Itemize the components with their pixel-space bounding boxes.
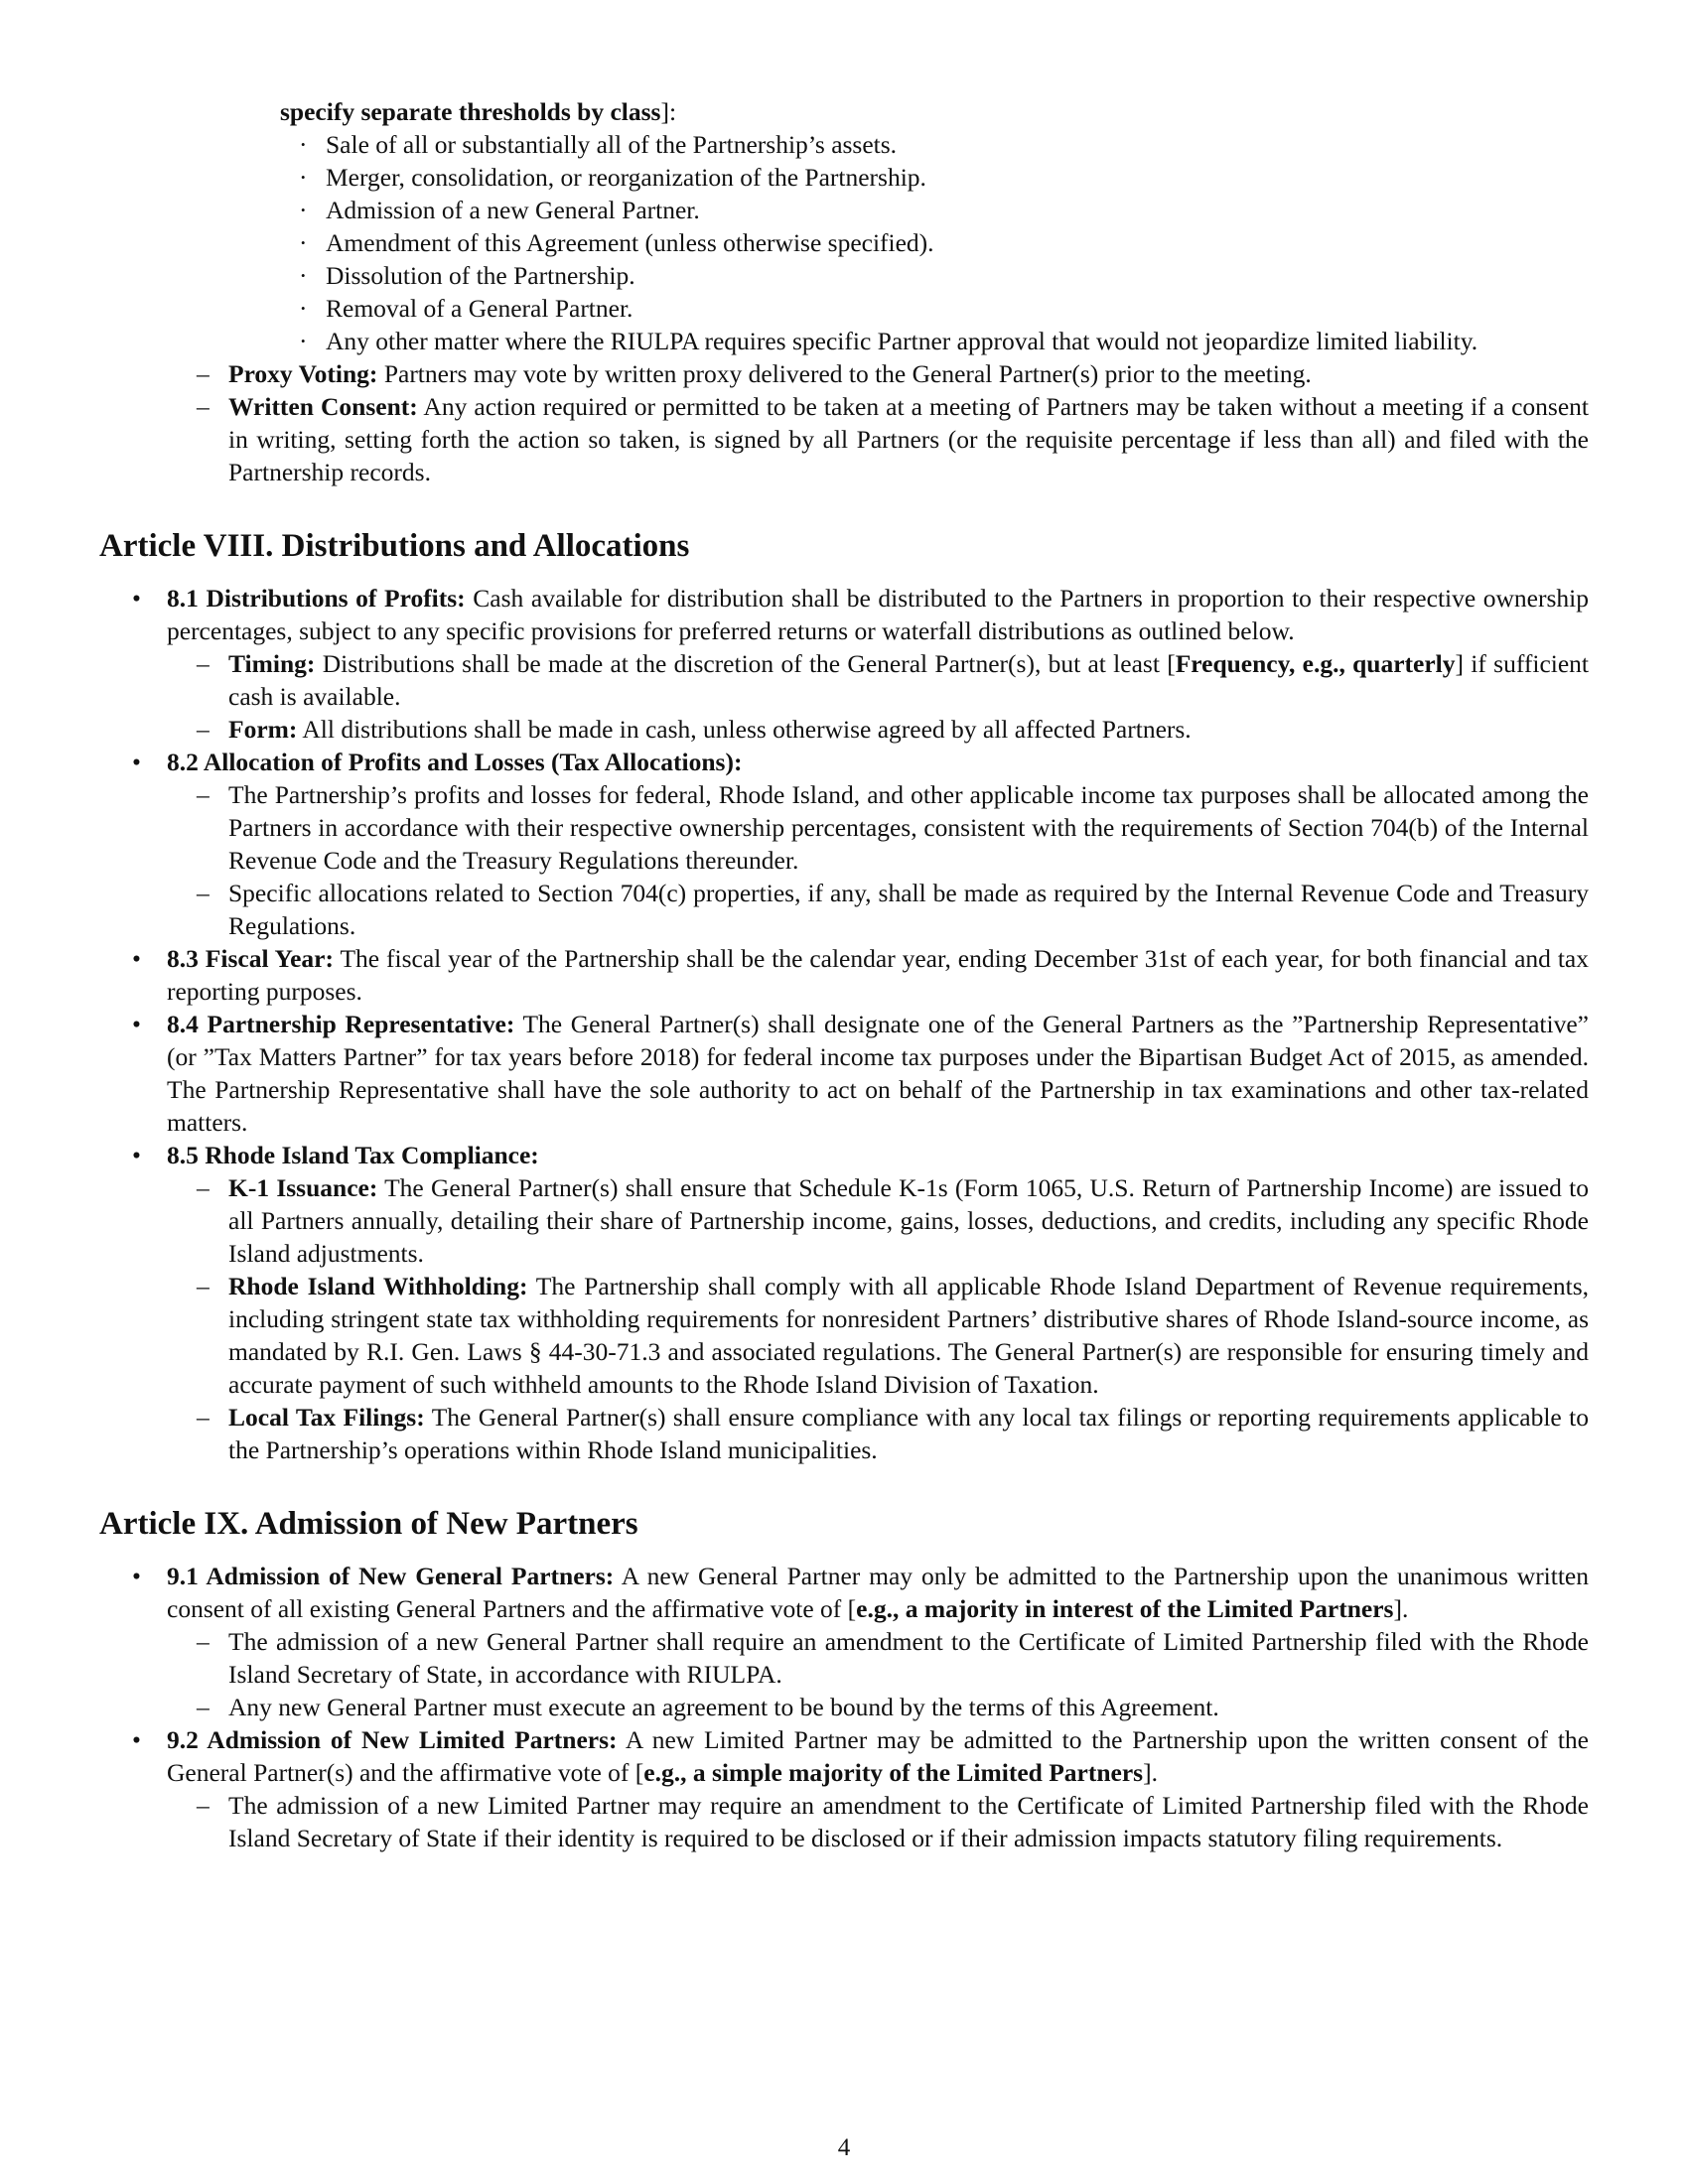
k1-issuance-item: – K-1 Issuance: The General Partner(s) shall ensure that Schedule K-1s (Form 1065, U.S. Return of Partnership Income) are issued to all Partners annually, detailing their share of Partnership income, gains, losses, deductions, and credits, including any specific Rhode Island adjustments. xyxy=(197,1173,1589,1268)
list-item: · Sale of all or substantially all of the Partnership’s assets. xyxy=(299,130,898,159)
list-item: – The Partnership’s profits and losses for federal, Rhode Island, and other applicable income tax purposes shall be allocated among the Partners in accordance with their respective ownership percentages, consistent with the requirements of Section 704(b) of the Internal Revenue Code and the Treasury Regulations thereunder. xyxy=(197,780,1589,875)
list-item: – The admission of a new Limited Partner may require an amendment to the Certificate of Limited Partnership filed with the Rhode Island Secretary of State if their identity is required to be disclosed or if their admission impacts statutory filing requirements. xyxy=(197,1791,1589,1852)
section-8-1: • 8.1 Distributions of Profits: Cash available for distribution shall be distributed to the Partners in proportion to their respective ownership percentages, subject to any specific provisions for preferred returns or waterfall distributions as outlined below. xyxy=(132,584,1590,645)
section-8-2: • 8.2 Allocation of Profits and Losses (Tax Allocations): xyxy=(132,748,743,776)
section-8-3: • 8.3 Fiscal Year: The fiscal year of the Partnership shall be the calendar year, ending December 31st of each year, for both financial and tax reporting purposes. xyxy=(132,944,1589,1006)
document-page xyxy=(99,95,1589,1854)
section-9-2: • 9.2 Admission of New Limited Partners: A new Limited Partner may be admitted to the Partnership upon the written consent of the General Partner(s) and the affirmative vote of [e.g., a simple majority of the Limited Partners]. xyxy=(132,1725,1589,1787)
majority-list xyxy=(99,128,1589,357)
page-number: 4 xyxy=(837,2134,851,2161)
list-item: · Amendment of this Agreement (unless otherwise specified). xyxy=(299,228,934,257)
article-8-heading: Article VIII. Distributions and Allocations xyxy=(99,528,690,564)
lead-bold: specify separate thresholds by class xyxy=(280,97,661,126)
list-item: – Specific allocations related to Section 704(c) properties, if any, shall be made as required by the Internal Revenue Code and Treasury Regulations. xyxy=(197,879,1589,940)
timing-item: – Timing: Distributions shall be made at the discretion of the General Partner(s), but at least [Frequency, e.g., quarterly] if sufficient cash is available. xyxy=(197,649,1589,711)
section-8-4: • 8.4 Partnership Representative: The General Partner(s) shall designate one of the General Partners as the ”Partnership Representative” (or ”Tax Matters Partner” for tax years before 2018) for federal income tax purposes under the Bipartisan Budget Act of 2015, as amended. The Partnership Representative shall have the sole authority to act on behalf of the Partnership in tax examinations and other tax-related matters. xyxy=(132,1010,1589,1137)
article-9-heading: Article IX. Admission of New Partners xyxy=(99,1506,638,1542)
local-tax-item: – Local Tax Filings: The General Partner(s) shall ensure compliance with any local tax filings or reporting requirements applicable to the Partnership’s operations within Rhode Island municipalities. xyxy=(197,1403,1590,1464)
form-item: – Form: All distributions shall be made in cash, unless otherwise agreed by all affected Partners. xyxy=(197,715,1192,744)
majority-lead: specify separate thresholds by class]: xyxy=(280,97,677,126)
list-item: · Any other matter where the RIULPA requires specific Partner approval that would not jeopardize limited liability. xyxy=(299,327,1478,355)
proxy-voting-item: – Proxy Voting: Partners may vote by written proxy delivered to the General Partner(s) prior to the meeting. xyxy=(197,359,1312,388)
list-item: · Dissolution of the Partnership. xyxy=(299,261,635,290)
list-item: · Admission of a new General Partner. xyxy=(299,196,700,224)
list-item: · Merger, consolidation, or reorganization of the Partnership. xyxy=(299,163,926,192)
section-9-1: • 9.1 Admission of New General Partners: A new General Partner may only be admitted to the Partnership upon the unanimous written consent of all existing General Partners and the affirmative vote of [e.g., a majority in interest of the Limited Partners]. xyxy=(132,1562,1590,1623)
written-consent-item: – Written Consent: Any action required or permitted to be taken at a meeting of Partners may be taken without a meeting if a consent in writing, setting forth the action so taken, is signed by all Partners (or the requisite percentage if less than all) and filed with the Partnership records. xyxy=(197,392,1589,486)
list-item: – The admission of a new General Partner shall require an amendment to the Certificate of Limited Partnership filed with the Rhode Island Secretary of State, in accordance with RIULPA. xyxy=(197,1627,1589,1689)
section-8-5: • 8.5 Rhode Island Tax Compliance: xyxy=(132,1141,539,1169)
list-item: – Any new General Partner must execute an agreement to be bound by the terms of this Agreement. xyxy=(197,1693,1219,1721)
list-item: · Removal of a General Partner. xyxy=(299,294,633,323)
ri-withholding-item: – Rhode Island Withholding: The Partnership shall comply with all applicable Rhode Island Department of Revenue requirements, including stringent state tax withholding requirements for nonresident Partners’ distributive shares of Rhode Island-source income, as mandated by R.I. Gen. Laws § 44-30-71.3 and associated regulations. The General Partner(s) are responsible for ensuring timely and accurate payment of such withheld amounts to the Rhode Island Division of Taxation. xyxy=(197,1272,1590,1399)
